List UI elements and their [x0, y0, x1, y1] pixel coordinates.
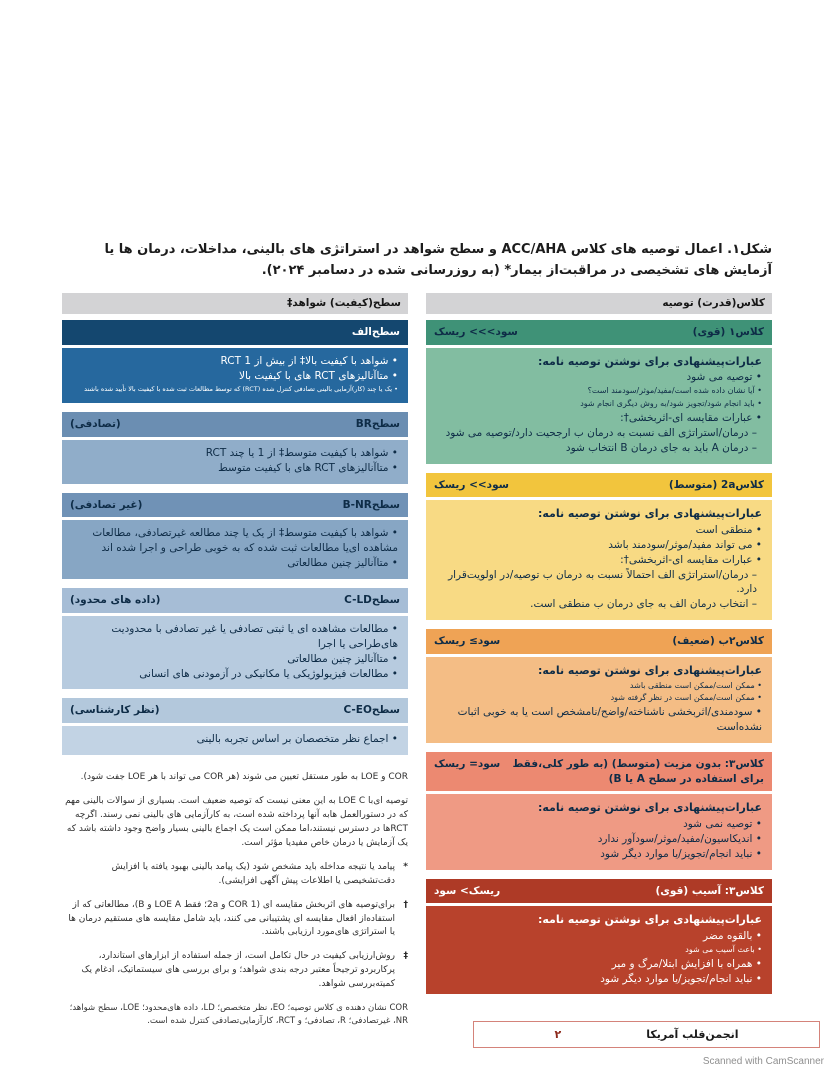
body-line: • منطقی است	[695, 523, 762, 536]
footer-organization: انجمن‌قلب آمریکا	[646, 1028, 739, 1041]
loe-boxes	[62, 320, 408, 755]
cor-column-header: کلاس(قدرت) توصیه	[426, 293, 772, 314]
body-line: • ممکن است/ممکن است منطقی باشد	[629, 680, 762, 690]
loe-box-body	[62, 440, 408, 484]
loe-label: سطحC-LD	[344, 594, 400, 607]
cor-box	[426, 752, 772, 870]
body-line: • بالقوه مضر	[703, 929, 762, 942]
figure-columns	[62, 293, 772, 1039]
body-line: • مطالعات مشاهده ای یا ثبتی تصادفی یا غیر تصادفی با محدودیت های‌طراحی یا اجرا	[111, 622, 398, 650]
footnotes	[62, 771, 408, 1029]
body-line: عبارات‌پیشنهادی برای نوشتن توصیه نامه:	[537, 913, 762, 927]
cor-box-header	[426, 879, 772, 904]
body-line: • شواهد با کیفیت متوسط‡ از 1 یا چند RCT	[205, 446, 398, 459]
benefit-risk-label: سود>> ریسک	[434, 478, 509, 491]
loe-box-body	[62, 726, 408, 755]
body-line: عبارات‌پیشنهادی برای نوشتن توصیه نامه:	[537, 507, 762, 521]
cor-label: کلاس۲ب (ضعیف)	[672, 635, 764, 648]
body-line: • عبارات مقایسه ای-اثربخشی†:	[620, 411, 762, 424]
body-line: • آیا نشان داده شده است/مفید/موثر/سودمند است؟	[587, 386, 762, 396]
loe-box-header	[62, 320, 408, 345]
loe-box-header	[62, 412, 408, 437]
cor-box	[426, 473, 772, 621]
footnote-marker: ‡	[403, 951, 408, 962]
cor-label: کلاس۳: آسیب (قوی)	[655, 884, 764, 897]
body-line: • متاآنالیز چنین مطالعاتی	[287, 557, 398, 570]
body-line: • شواهد با کیفیت بالا‡ از بیش از RCT 1	[220, 354, 398, 367]
body-line: • اندیکاسیون/مفید/موثر/سودآور ندارد	[597, 832, 762, 845]
loe-box-header	[62, 493, 408, 518]
cor-box-header	[426, 629, 772, 654]
body-line: • عبارات مقایسه ای-اثربخشی†:	[620, 553, 762, 566]
footnote-text: برای‌توصیه های اثربخش مقایسه ای (COR 1 و 2a؛ فقط LOE A و B)، مطالعاتی که از استفاده‌از افعال مقایسه ای پشتیبانی می کنند، باید شامل مقایسه های مستقیم درمان ها یا استراتژی های‌مورد ارزیابی باشند.	[68, 899, 395, 938]
loe-label: سطح‌الف	[351, 326, 400, 338]
cor-box-body	[426, 794, 772, 869]
cor-label: کلاس۳: بدون مزیت (متوسط) (به طور کلی،فقط برای استفاده در سطح A یا B)	[512, 757, 764, 785]
cor-box-body	[426, 906, 772, 994]
body-line: • یک یا چند (کار)آزمایی بالینی تصادفی کنترل شده (RCT) که توسط مطالعات ثبت شده با کیفیت بالا تأیید شده باشند	[84, 384, 398, 393]
footnote-text: پیامد یا نتیجه مداخله باید مشخص شود (یک پیامد بالینی بهبود یافته یا افزایش دقت‌تشخیصی یا اطلاعات پیش آگهی افزایشی).	[111, 861, 395, 886]
cor-box-header	[426, 752, 772, 791]
body-line: عبارات‌پیشنهادی برای نوشتن توصیه نامه:	[537, 663, 762, 677]
cor-box-header	[426, 320, 772, 345]
body-line: • متاآنالیزهای RCT های با کیفیت بالا	[238, 369, 398, 382]
loe-box	[62, 698, 408, 755]
footnote-text: توصیه ای‌با LOE C به این معنی نیست که توصیه ضعیف است. بسیاری از سوالات بالینی مهم که در دستورالعمل ها‌به آنها پرداخته شده است، به کارآزمایی های بالینی نمی رسند. اگرچه RCTها در دسترس نیستند،اما ممکن است یک اجماع بالینی بسیار واضح وجود داشته باشد که یک آزمایش یا درمان خاص مفید‌یا مؤثر است.	[65, 795, 408, 848]
body-line: • ممکن است/ممکن است در نظر گرفته شود	[610, 693, 762, 703]
footnote	[62, 861, 408, 889]
body-line: عبارات‌پیشنهادی برای نوشتن توصیه نامه:	[537, 354, 762, 368]
loe-label: سطحBR	[355, 418, 400, 431]
body-line: • متاآنالیز چنین مطالعاتی	[287, 652, 398, 665]
body-line: • سودمندی/اثربخشی ناشناخته/واضح/نامشخص است یا به خوبی اثبات نشده‌است	[457, 706, 762, 734]
footer-page-number: ۲	[554, 1028, 562, 1041]
body-line: – درمان A باید به جای درمان B انتخاب شود	[565, 441, 757, 454]
loe-box-body	[62, 348, 408, 404]
loe-column-header: سطح(کیفیت) شواهد‡	[62, 293, 408, 314]
loe-box	[62, 320, 408, 403]
benefit-risk-label: سود>>> ریسک	[434, 326, 518, 338]
benefit-risk-label: سود= ریسک	[434, 757, 501, 770]
body-line: • می تواند مفید/موثر/سودمند باشد	[608, 538, 762, 551]
loe-label: سطحC-EO	[343, 704, 400, 717]
loe-label: سطحB-NR	[342, 498, 400, 511]
body-line: عبارات‌پیشنهادی برای نوشتن توصیه نامه:	[537, 801, 762, 815]
footnote-text: COR نشان دهنده ی کلاس توصیه؛ EO، نظر متخصص؛ LD، داده های‌محدود؛ LOE، سطح شواهد؛ NR، غیرتصادفی؛ R، تصادفی؛ و RCT، کارآزمایی‌تصادفی کنترل شده است.	[69, 1003, 408, 1027]
footnote-marker: *	[403, 861, 408, 872]
loe-column	[62, 293, 408, 1039]
body-line: – انتخاب درمان الف به جای درمان ب منطقی است.	[530, 598, 757, 611]
cor-box-body	[426, 500, 772, 620]
footnote	[62, 771, 408, 785]
body-line: • شواهد با کیفیت متوسط‡ از یک یا چند مطالعه غیرتصادفی، مطالعات مشاهده ای‌یا مطالعات ثبت شده که به خوبی طراحی و اجرا شده اند	[92, 527, 398, 555]
qualifier-label: (نظر کارشناسی)	[70, 704, 160, 717]
cor-box	[426, 879, 772, 995]
body-line: – درمان/استراتژی الف نسبت به درمان ب ارجحیت دارد/توصیه می شود	[445, 426, 757, 439]
body-line: • توصیه نمی شود	[683, 817, 762, 830]
cor-label: کلاس۱ (قوی)	[692, 326, 764, 338]
body-line: • همراه با افزایش ابتلا/مرگ و میر	[611, 957, 762, 970]
body-line: • اجماع نظر متخصصان بر اساس تجربه بالینی	[196, 733, 398, 746]
footnote	[62, 1002, 408, 1028]
body-line: • مطالعات فیزیولوژیکی یا مکانیکی در آزمودنی های انسانی	[139, 667, 398, 680]
benefit-risk-label: ریسک> سود	[434, 884, 501, 897]
body-line: • توصیه می شود	[686, 371, 762, 384]
loe-box	[62, 588, 408, 689]
loe-box-body	[62, 520, 408, 579]
footnote	[62, 795, 408, 851]
cor-column	[426, 293, 772, 1003]
cor-box-body	[426, 348, 772, 464]
footnote	[62, 899, 408, 941]
figure-title: شکل۱. اعمال توصیه های کلاس ACC/AHA و سطح شواهد در استراتژی های بالینی، مداخلات، درمان ها یا آزمایش های تشخیصی در مراقبت‌از بیمار* (به روزرسانی شده در دسامبر ۲۰۲۴).	[104, 242, 772, 278]
cor-box-body	[426, 657, 772, 743]
body-line: – درمان/استراتژی الف احتمالاً نسبت به درمان ب توصیه/در اولویت‌قرار دارد.	[448, 568, 757, 596]
body-line: • نباید انجام/تجویز/یا موارد دیگر شود	[600, 972, 762, 985]
loe-box-header	[62, 588, 408, 613]
cor-boxes	[426, 320, 772, 994]
qualifier-label: (داده های محدود)	[70, 594, 161, 607]
loe-box-header	[62, 698, 408, 723]
footnote	[62, 950, 408, 992]
footer-bar	[473, 1021, 820, 1048]
footnote-text: COR و LOE به طور مستقل تعیین می شوند (هر COR می تواند با هر LOE جفت شود).	[80, 772, 408, 782]
qualifier-label: (تصادفی)	[70, 418, 121, 431]
body-line: • نباید انجام/تجویز/یا موارد دیگر شود	[600, 847, 762, 860]
qualifier-label: (غیر تصادفی)	[70, 498, 143, 511]
footnote-text: روش‌ارزیابی کیفیت در حال تکامل است، از جمله استفاده از ابزارهای استاندارد، پرکاربردو ترجیحاً معتبر درجه بندی شواهد؛ و برای بررسی های سیستماتیک، ادغام یک کمیته‌بررسی شواهد.	[81, 951, 395, 990]
body-line: • متاآنالیزهای RCT های با کیفیت متوسط	[218, 461, 398, 474]
footnote-marker: †	[403, 899, 408, 910]
cor-box	[426, 629, 772, 743]
body-line: • باید انجام شود/تجویز شود/به روش دیگری انجام شود	[580, 399, 762, 408]
camscanner-watermark: Scanned with CamScanner	[702, 1056, 824, 1067]
cor-label: کلاس2a (متوسط)	[668, 478, 764, 491]
loe-box	[62, 493, 408, 579]
loe-box	[62, 412, 408, 484]
benefit-risk-label: سود≥ ریسک	[434, 635, 501, 648]
loe-box-body	[62, 616, 408, 690]
body-line: • باعث آسیب می شود	[685, 944, 762, 954]
cor-box-header	[426, 473, 772, 498]
cor-box	[426, 320, 772, 464]
